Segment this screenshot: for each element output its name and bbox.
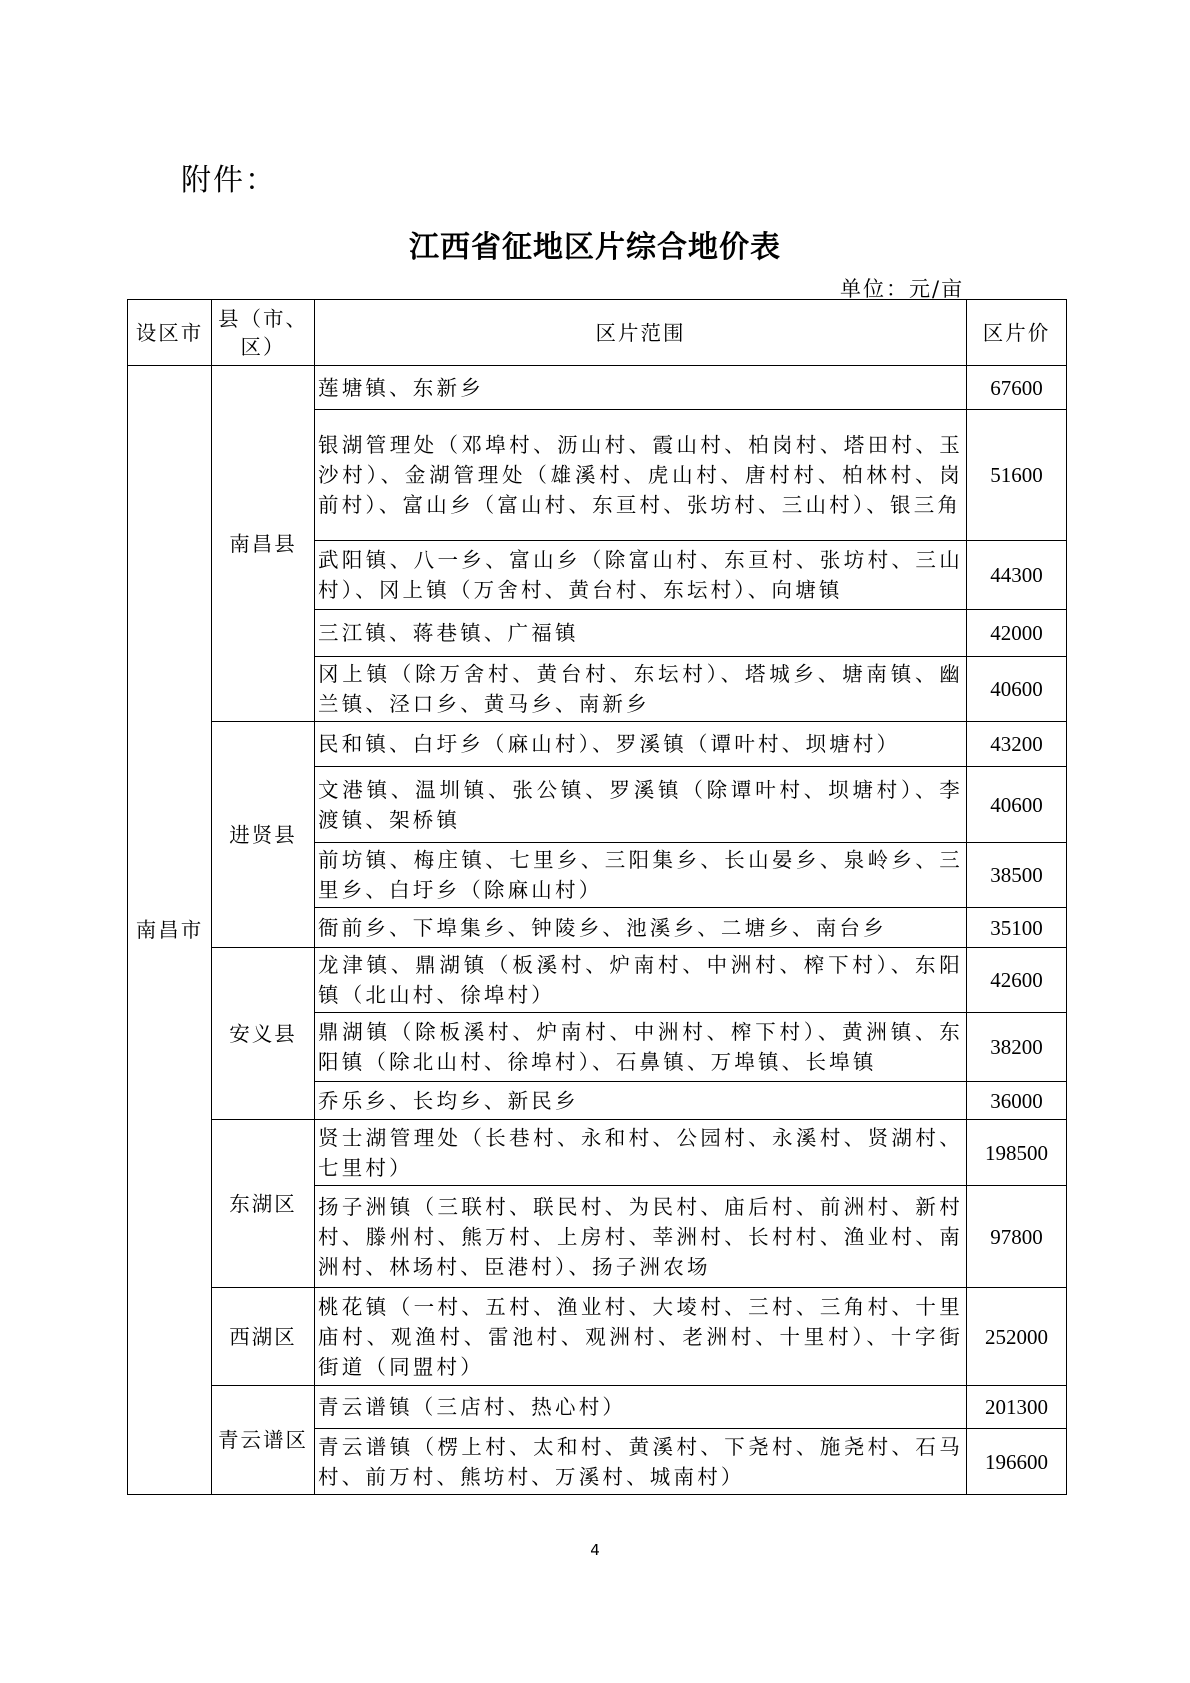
table-row (128, 1120, 1067, 1186)
document-title: 江西省征地区片综合地价表 (409, 230, 781, 265)
header-price: 区片价 (967, 300, 1067, 366)
table-row (128, 1288, 1067, 1386)
area-cell: 民和镇、白圩乡（麻山村）、罗溪镇（谭叶村、坝塘村） (315, 722, 967, 767)
area-cell: 文港镇、温圳镇、张公镇、罗溪镇（除谭叶村、坝塘村）、李渡镇、架桥镇 (315, 767, 967, 843)
price-cell: 40600 (967, 657, 1067, 722)
price-cell: 252000 (967, 1288, 1067, 1386)
area-cell: 青云谱镇（楞上村、太和村、黄溪村、下尧村、施尧村、石马村、前万村、熊坊村、万溪村、城南村） (315, 1429, 967, 1495)
area-cell: 龙津镇、鼎湖镇（板溪村、炉南村、中洲村、榨下村）、东阳镇（北山村、徐埠村） (315, 948, 967, 1013)
price-cell: 196600 (967, 1429, 1067, 1495)
table-row (128, 366, 1067, 410)
price-cell: 51600 (967, 410, 1067, 541)
area-cell: 乔乐乡、长均乡、新民乡 (315, 1082, 967, 1120)
price-cell: 44300 (967, 541, 1067, 610)
area-cell: 贤士湖管理处（长巷村、永和村、公园村、永溪村、贤湖村、七里村） (315, 1120, 967, 1186)
county-cell: 东湖区 (212, 1120, 315, 1288)
city-cell: 南昌市 (128, 366, 212, 1495)
area-cell: 三江镇、蒋巷镇、广福镇 (315, 610, 967, 657)
area-cell: 银湖管理处（邓埠村、沥山村、霞山村、柏岗村、塔田村、玉沙村）、金湖管理处（雄溪村、虎山村、唐村村、柏林村、岗前村）、富山乡（富山村、东亘村、张坊村、三山村）、银三角 (315, 410, 967, 541)
price-cell: 38200 (967, 1013, 1067, 1082)
price-cell: 36000 (967, 1082, 1067, 1120)
area-cell: 前坊镇、梅庄镇、七里乡、三阳集乡、长山晏乡、泉岭乡、三里乡、白圩乡（除麻山村） (315, 843, 967, 908)
area-cell: 衙前乡、下埠集乡、钟陵乡、池溪乡、二塘乡、南台乡 (315, 908, 967, 948)
attachment-label: 附件： (181, 163, 277, 198)
price-cell: 201300 (967, 1386, 1067, 1429)
area-cell: 青云谱镇（三店村、热心村） (315, 1386, 967, 1429)
area-cell: 鼎湖镇（除板溪村、炉南村、中洲村、榨下村）、黄洲镇、东阳镇（除北山村、徐埠村）、石鼻镇、万埠镇、长埠镇 (315, 1013, 967, 1082)
header-county: 县（市、区） (212, 300, 315, 366)
header-row (128, 300, 1067, 366)
price-cell: 43200 (967, 722, 1067, 767)
area-cell: 冈上镇（除万舍村、黄台村、东坛村）、塔城乡、塘南镇、幽兰镇、泾口乡、黄马乡、南新乡 (315, 657, 967, 722)
price-cell: 67600 (967, 366, 1067, 410)
table-row (128, 722, 1067, 767)
header-city: 设区市 (128, 300, 212, 366)
price-cell: 35100 (967, 908, 1067, 948)
county-cell: 西湖区 (212, 1288, 315, 1386)
area-cell: 桃花镇（一村、五村、渔业村、大堎村、三村、三角村、十里庙村、观渔村、雷池村、观洲村、老洲村、十里村）、十字街街道（同盟村） (315, 1288, 967, 1386)
county-cell: 南昌县 (212, 366, 315, 722)
land-price-table (127, 299, 1067, 1495)
header-area: 区片范围 (315, 300, 967, 366)
page-number: 4 (590, 1541, 600, 1559)
unit-note: 单位：元/亩 (840, 277, 965, 301)
price-cell: 42000 (967, 610, 1067, 657)
county-cell: 安义县 (212, 948, 315, 1120)
area-cell: 扬子洲镇（三联村、联民村、为民村、庙后村、前洲村、新村村、滕州村、熊万村、上房村、莘洲村、长村村、渔业村、南洲村、林场村、臣港村）、扬子洲农场 (315, 1186, 967, 1288)
price-cell: 198500 (967, 1120, 1067, 1186)
price-cell: 38500 (967, 843, 1067, 908)
price-cell: 42600 (967, 948, 1067, 1013)
county-cell: 青云谱区 (212, 1386, 315, 1495)
table-row (128, 948, 1067, 1013)
area-cell: 武阳镇、八一乡、富山乡（除富山村、东亘村、张坊村、三山村）、冈上镇（万舍村、黄台村、东坛村）、向塘镇 (315, 541, 967, 610)
price-cell: 97800 (967, 1186, 1067, 1288)
table-row (128, 1386, 1067, 1429)
county-cell: 进贤县 (212, 722, 315, 948)
area-cell: 莲塘镇、东新乡 (315, 366, 967, 410)
price-cell: 40600 (967, 767, 1067, 843)
